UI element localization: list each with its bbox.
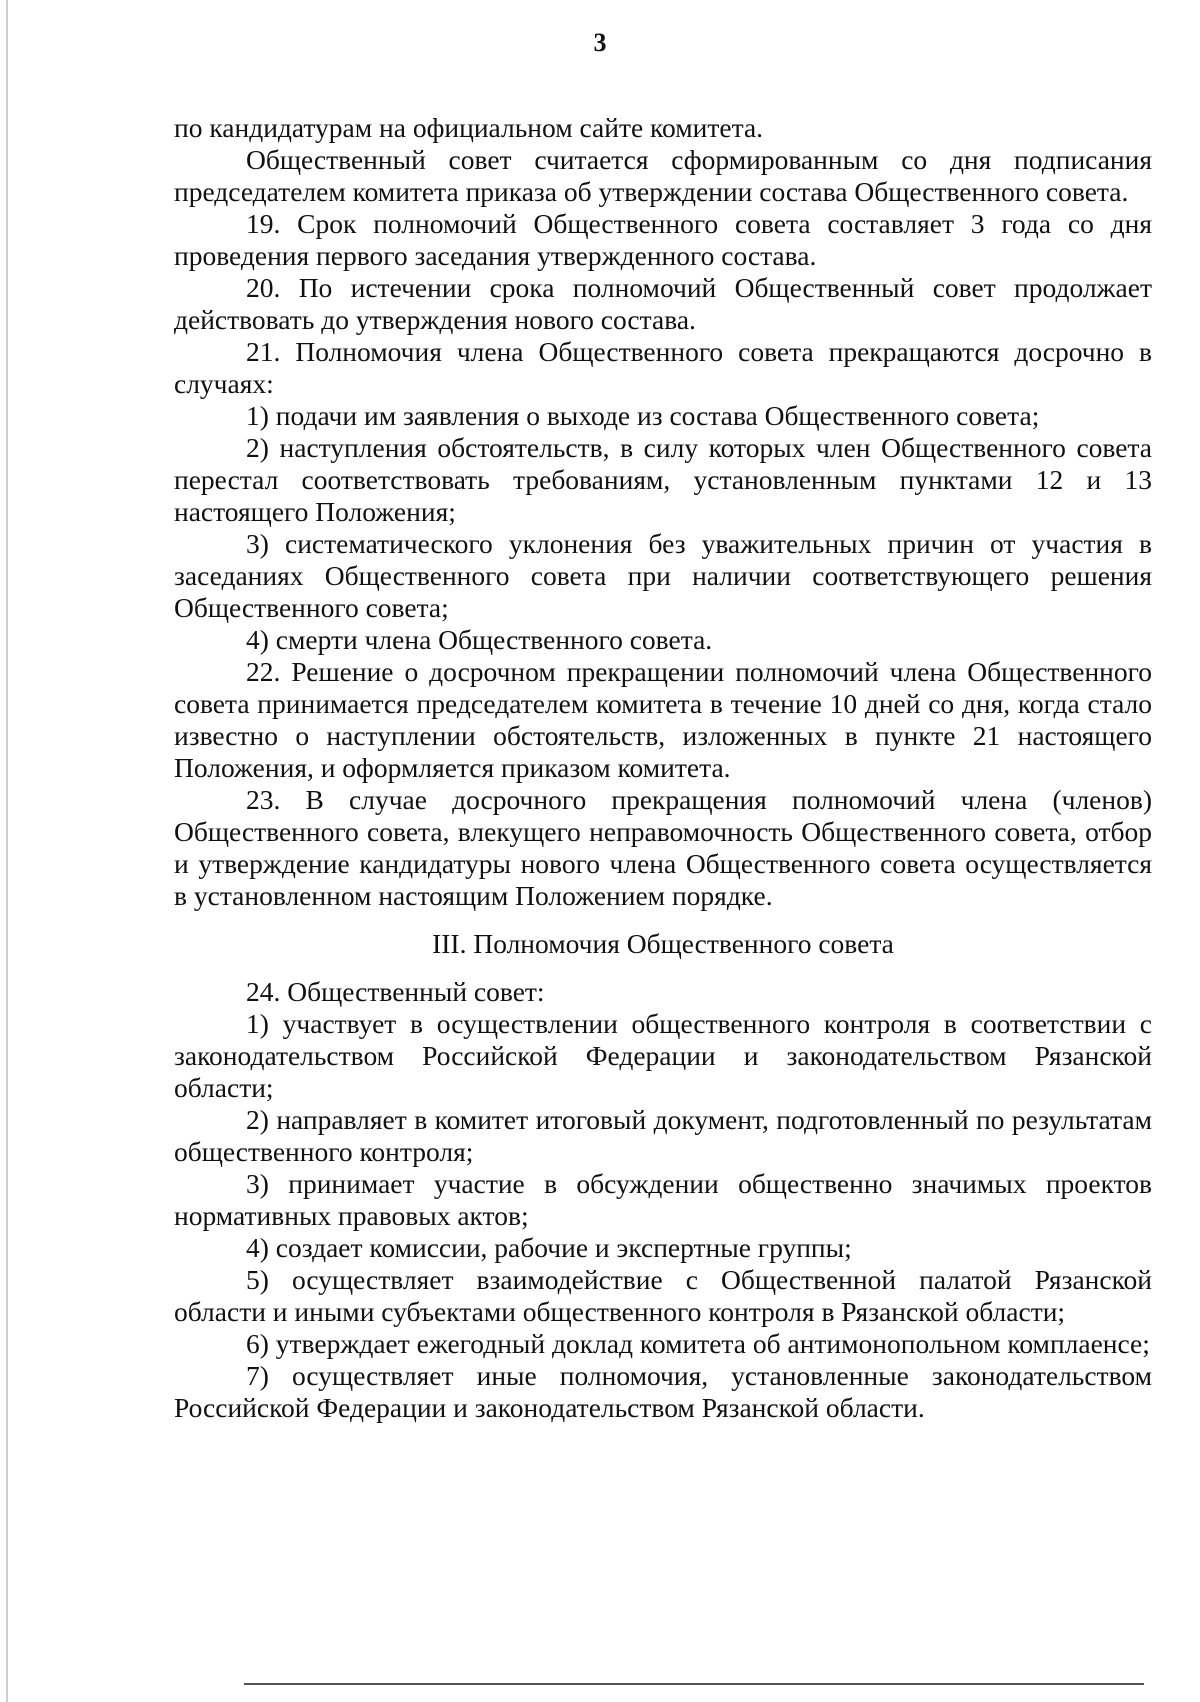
page-number: 3	[593, 28, 607, 57]
paragraph-23: 23. В случае досрочного прекращения полномочий члена (членов) Общественного совета, влекущего неправомочность Общественного совета, отбор и утверждение кандидатуры нового члена Общественного совета осуществляется в установленном настоящим Положением порядке.	[174, 784, 1152, 911]
paragraph-21: 21. Полномочия члена Общественного совета прекращаются досрочно в случаях:	[174, 336, 1152, 399]
paragraph-21-item-2: 2) наступления обстоятельств, в силу которых член Общественного совета перестал соответствовать требованиям, установленным пунктами 12 и 13 настоящего Положения;	[174, 432, 1152, 527]
footer-rule	[244, 1683, 1144, 1685]
paragraph-24-item-4: 4) создает комиссии, рабочие и экспертные группы;	[246, 1232, 852, 1263]
paragraph-20: 20. По истечении срока полномочий Общественный совет продолжает действовать до утверждения нового состава.	[174, 272, 1152, 335]
paragraph-24: 24. Общественный совет:	[246, 976, 545, 1007]
paragraph-24-item-3: 3) принимает участие в обсуждении общественно значимых проектов нормативных правовых актов;	[174, 1168, 1152, 1231]
scan-edge	[6, 0, 8, 1702]
paragraph-21-item-3: 3) систематического уклонения без уважительных причин от участия в заседаниях Общественного совета при наличии соответствующего решения Общественного совета;	[174, 528, 1152, 623]
paragraph-24-item-7: 7) осуществляет иные полномочия, установленные законодательством Российской Федерации и законодательством Рязанской области.	[174, 1360, 1152, 1423]
document-body	[174, 112, 1152, 1424]
paragraph-19: 19. Срок полномочий Общественного совета составляет 3 года со дня проведения первого заседания утвержденного состава.	[174, 208, 1152, 271]
paragraph-continuation: по кандидатурам на официальном сайте комитета.	[174, 112, 764, 143]
paragraph-21-item-4: 4) смерти члена Общественного совета.	[246, 624, 713, 655]
paragraph-formation: Общественный совет считается сформированным со дня подписания председателем комитета приказа об утверждении состава Общественного совета.	[174, 144, 1152, 207]
paragraph-24-item-5: 5) осуществляет взаимодействие с Общественной палатой Рязанской области и иными субъектами общественного контроля в Рязанской области;	[174, 1264, 1152, 1327]
paragraph-24-item-6: 6) утверждает ежегодный доклад комитета об антимонопольном комплаенсе;	[246, 1328, 1150, 1359]
paragraph-21-item-1: 1) подачи им заявления о выходе из состава Общественного совета;	[246, 400, 1040, 431]
heading-spacer	[174, 960, 1152, 976]
section-heading: III. Полномочия Общественного совета	[432, 928, 894, 959]
paragraph-22: 22. Решение о досрочном прекращении полномочий члена Общественного совета принимается председателем комитета в течение 10 дней со дня, когда стало известно о наступлении обстоятельств, изложенных в пункте 21 настоящего Положения, и оформляется приказом комитета.	[174, 656, 1152, 783]
paragraph-24-item-2: 2) направляет в комитет итоговый документ, подготовленный по результатам общественного контроля;	[174, 1104, 1152, 1167]
paragraph-24-item-1: 1) участвует в осуществлении общественного контроля в соответствии с законодательством Российской Федерации и законодательством Рязанской области;	[174, 1008, 1152, 1103]
